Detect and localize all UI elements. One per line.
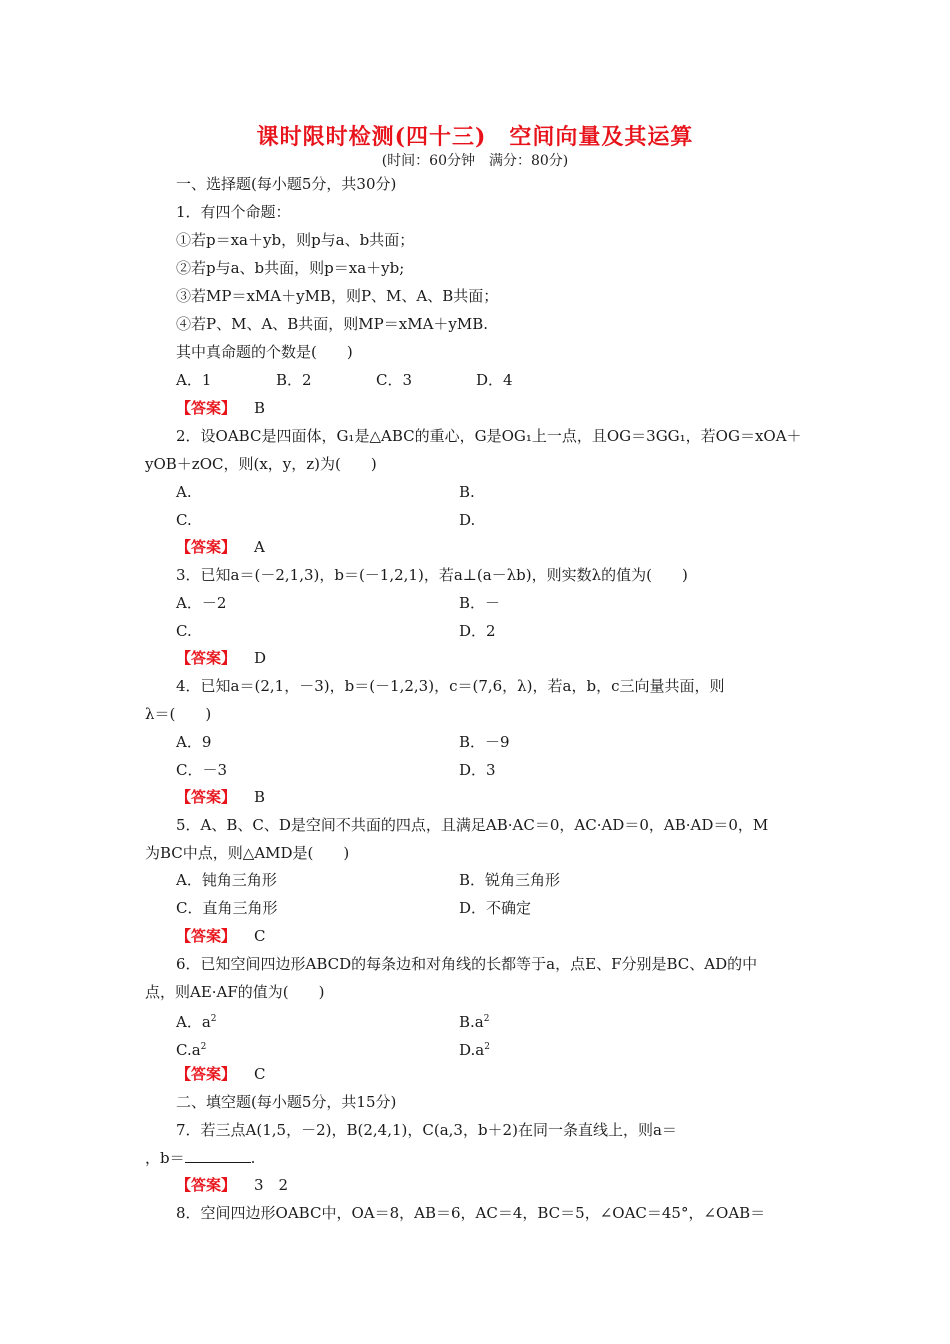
- q7-line-1: 7．若三点A(1,5，－2)，B(2,4,1)，C(a,3，b＋2)在同一条直线上，则a＝: [176, 1121, 677, 1139]
- q3-option-b: B．－: [459, 594, 501, 612]
- q2-answer: [176, 537, 265, 557]
- q3-answer-value: D: [254, 649, 267, 667]
- q1-option-d: D．4: [476, 371, 513, 389]
- q2-option-a: A.: [176, 483, 192, 501]
- answer-label: 【答案】: [176, 649, 237, 667]
- q1-stem: 1．有四个命题：: [176, 203, 291, 221]
- section-heading-fill: 二、填空题(每小题5分，共15分): [176, 1093, 397, 1111]
- q1-option-b: B．2: [276, 371, 312, 389]
- q8-line-1: 8．空间四边形OABC中，OA＝8，AB＝6，AC＝4，BC＝5，∠OAC＝45°，∠OAB＝: [176, 1204, 766, 1222]
- page-subtitle: (时间：60分钟 满分：80分): [381, 153, 569, 169]
- q4-answer: [176, 787, 265, 807]
- q7-answer-blank[interactable]: [185, 1148, 251, 1163]
- q5-line-1: 5．A、B、C、D是空间不共面的四点，且满足AB·AC＝0，AC·AD＝0，AB·AD＝0，M: [176, 816, 769, 834]
- q6-answer: [176, 1064, 266, 1084]
- q2-line-2: yOB＋zOC，则(x，y，z)为( ): [145, 455, 377, 473]
- q3-option-c: C.: [176, 622, 192, 640]
- q7-answer: [176, 1175, 288, 1195]
- answer-label: 【答案】: [176, 538, 237, 556]
- q2-line-1: 2．设OABC是四面体，G₁是△ABC的重心，G是OG₁上一点，且OG＝3GG₁，若OG＝xOA＋: [176, 427, 802, 445]
- q5-line-2: 为BC中点，则△AMD是( ): [145, 844, 350, 862]
- q4-option-b: B．－9: [459, 733, 510, 751]
- answer-label: 【答案】: [176, 1065, 237, 1083]
- q7-answer-value: 3 2: [254, 1176, 289, 1194]
- q1-item-4: ④若P、M、A、B共面，则MP＝xMA＋yMB.: [176, 315, 489, 333]
- q1-option-c: C．3: [376, 371, 413, 389]
- q1-answer-value: B: [254, 399, 266, 417]
- q2-option-b: B.: [459, 483, 475, 501]
- q3-option-a: A．－2: [176, 594, 227, 612]
- q3-line-1: 3．已知a＝(－2,1,3)，b＝(－1,2,1)，若a⊥(a－λb)，则实数λ的值为( ): [176, 566, 688, 584]
- q6-line-1: 6．已知空间四边形ABCD的每条边和对角线的长都等于a，点E、F分别是BC、AD的中: [176, 955, 758, 973]
- q4-option-c: C．－3: [176, 761, 228, 779]
- q5-option-a: A．钝角三角形: [176, 871, 277, 889]
- q2-option-d: D.: [459, 511, 476, 529]
- q1-item-2: ②若p与a、b共面，则p＝xa＋yb;: [176, 259, 405, 277]
- q6-option-c: $C.a^2$: [176, 1041, 207, 1059]
- answer-label: 【答案】: [176, 1176, 237, 1194]
- q1-option-a: A．1: [176, 371, 212, 389]
- q4-option-a: A．9: [176, 733, 212, 751]
- answer-label: 【答案】: [176, 399, 237, 417]
- answer-label: 【答案】: [176, 927, 237, 945]
- q1-item-3: ③若MP＝xMA＋yMB，则P、M、A、B共面；: [176, 287, 499, 305]
- q1-question: 其中真命题的个数是( ): [176, 343, 353, 361]
- q5-option-d: D．不确定: [459, 899, 532, 917]
- q6-answer-value: C: [254, 1065, 266, 1083]
- q7-line-2: ，b＝ .: [145, 1149, 256, 1167]
- q1-answer: [176, 398, 265, 418]
- q5-option-b: B．锐角三角形: [459, 871, 561, 889]
- page-title: 课时限时检测(四十三) 空间向量及其运算: [256, 124, 694, 150]
- section-heading-choice: 一、选择题(每小题5分，共30分): [176, 175, 397, 193]
- q3-option-d: D．2: [459, 622, 496, 640]
- q5-answer: [176, 926, 266, 946]
- q5-answer-value: C: [254, 927, 266, 945]
- q6-option-d: $D.a^2$: [459, 1041, 490, 1059]
- q1-options: [176, 370, 576, 390]
- q3-answer: [176, 648, 266, 668]
- q6-option-b: $B.a^2$: [459, 1013, 490, 1031]
- q6-line-2: 点，则AE·AF的值为( ): [145, 983, 325, 1001]
- q4-line-2: λ＝( ): [145, 705, 212, 723]
- q6-option-a: A．$a^2$: [176, 1013, 217, 1031]
- q2-answer-value: A: [254, 538, 265, 556]
- q1-item-1: ①若p＝xa＋yb，则p与a、b共面；: [176, 231, 415, 249]
- answer-label: 【答案】: [176, 788, 237, 806]
- q4-option-d: D．3: [459, 761, 496, 779]
- q2-option-c: C.: [176, 511, 192, 529]
- q4-answer-value: B: [254, 788, 266, 806]
- q5-option-c: C．直角三角形: [176, 899, 278, 917]
- q4-line-1: 4．已知a＝(2,1，－3)，b＝(－1,2,3)，c＝(7,6，λ)，若a，b，c三向量共面，则: [176, 677, 725, 695]
